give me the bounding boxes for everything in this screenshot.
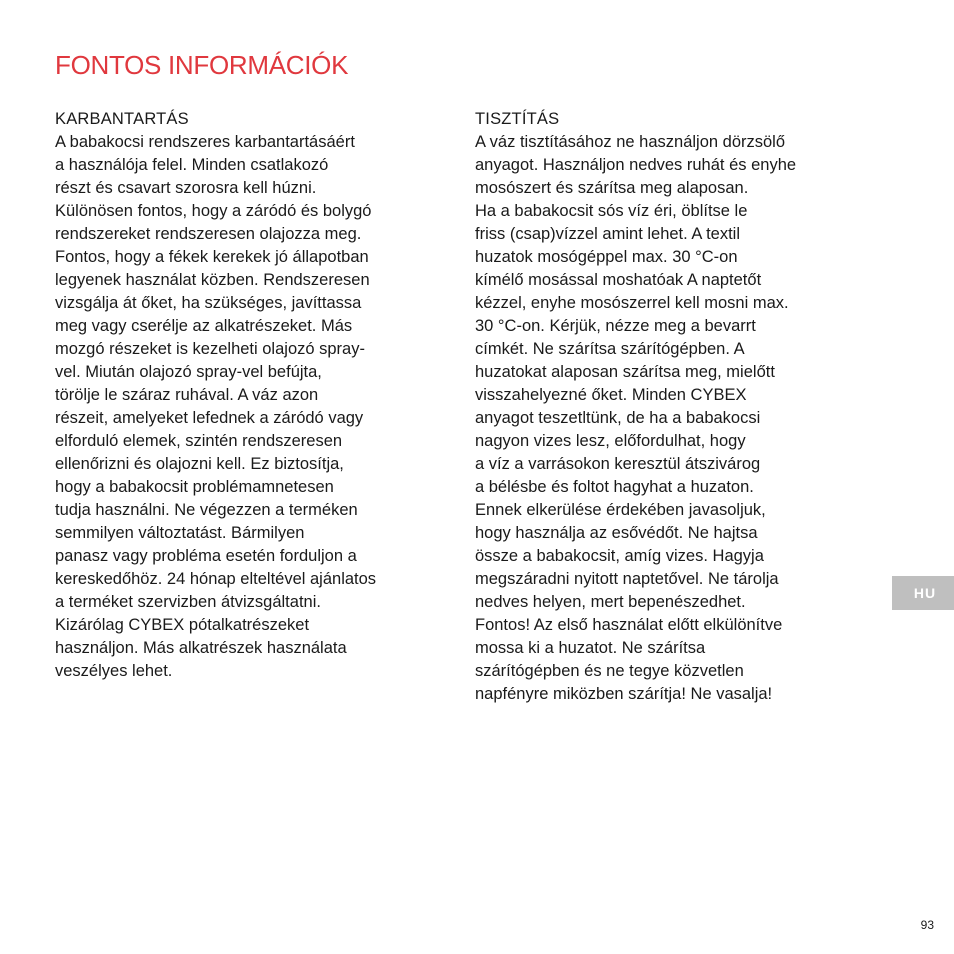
cleaning-section (475, 108, 860, 706)
maintenance-line: vel. Miután olajozó spray-vel befújta, (55, 363, 322, 381)
cleaning-line: visszahelyezné őket. Minden CYBEX (475, 386, 747, 404)
language-tab: HU (892, 576, 954, 610)
cleaning-line: kézzel, enyhe mosószerrel kell mosni max. (475, 294, 789, 312)
cleaning-line: anyagot teszetltünk, de ha a babakocsi (475, 409, 761, 427)
maintenance-line: törölje le száraz ruhával. A váz azon (55, 386, 319, 404)
cleaning-line: nagyon vizes lesz, előfordulhat, hogy (475, 432, 746, 450)
cleaning-line: nedves helyen, mert bepenészedhet. (475, 593, 746, 611)
maintenance-line: meg vagy cserélje az alkatrészeket. Más (55, 317, 353, 335)
cleaning-line: mosószert és szárítsa meg alaposan. (475, 179, 749, 197)
maintenance-line: rendszereket rendszeresen olajozza meg. (55, 225, 362, 243)
maintenance-heading: KARBANTARTÁS (55, 110, 189, 128)
maintenance-line: használjon. Más alkatrészek használata (55, 639, 347, 657)
cleaning-line: anyagot. Használjon nedves ruhát és enyhe (475, 156, 797, 174)
maintenance-line: a használója felel. Minden csatlakozó (55, 156, 329, 174)
maintenance-line: hogy a babakocsit problémamnetesen (55, 478, 334, 496)
maintenance-line: A babakocsi rendszeres karbantartásáért (55, 133, 355, 151)
maintenance-body (55, 131, 440, 683)
cleaning-line: huzatokat alaposan szárítsa meg, mielőtt (475, 363, 775, 381)
maintenance-line: elforduló elemek, szintén rendszeresen (55, 432, 343, 450)
maintenance-line: Különösen fontos, hogy a záródó és bolygó (55, 202, 372, 220)
cleaning-line: Ennek elkerülése érdekében javasoljuk, (475, 501, 766, 519)
cleaning-body (475, 131, 860, 706)
cleaning-line: össze a babakocsit, amíg vizes. Hagyja (475, 547, 764, 565)
cleaning-line: a víz a varrásokon keresztül átszivárog (475, 455, 761, 473)
cleaning-line: címkét. Ne szárítsa szárítógépben. A (475, 340, 745, 358)
maintenance-line: a terméket szervizben átvizsgáltatni. (55, 593, 321, 611)
maintenance-line: semmilyen változtatást. Bármilyen (55, 524, 305, 542)
maintenance-line: veszélyes lehet. (55, 662, 173, 680)
cleaning-line: huzatok mosógéppel max. 30 °C-on (475, 248, 738, 266)
maintenance-line: Fontos, hogy a fékek kerekek jó állapotban (55, 248, 369, 266)
page-title: FONTOS INFORMÁCIÓK (55, 50, 349, 80)
cleaning-heading: TISZTÍTÁS (475, 110, 560, 128)
cleaning-line: megszáradni nyitott naptetővel. Ne tárolja (475, 570, 779, 588)
cleaning-line: kímélő mosással moshatóak A naptetőt (475, 271, 762, 289)
cleaning-line: hogy használja az esővédőt. Ne hajtsa (475, 524, 758, 542)
maintenance-line: legyenek használat közben. Rendszeresen (55, 271, 370, 289)
page-number: 93 (920, 918, 934, 932)
cleaning-line: 30 °C-on. Kérjük, nézze meg a bevarrt (475, 317, 756, 335)
cleaning-line: a bélésbe és foltot hagyhat a huzaton. (475, 478, 754, 496)
maintenance-line: részt és csavart szorosra kell húzni. (55, 179, 317, 197)
cleaning-line: A váz tisztításához ne használjon dörzsölő (475, 133, 786, 151)
cleaning-line: napfényre miközben szárítja! Ne vasalja! (475, 685, 773, 703)
maintenance-line: panasz vagy probléma esetén forduljon a (55, 547, 357, 565)
maintenance-line: részeit, amelyeket lefednek a záródó vagy (55, 409, 364, 427)
cleaning-line: mossa ki a huzatot. Ne szárítsa (475, 639, 706, 657)
maintenance-line: Kizárólag CYBEX pótalkatrészeket (55, 616, 310, 634)
maintenance-section (55, 108, 440, 683)
maintenance-line: tudja használni. Ne végezzen a terméken (55, 501, 358, 519)
maintenance-line: kereskedőhöz. 24 hónap elteltével ajánlatos (55, 570, 377, 588)
maintenance-line: mozgó részeket is kezelheti olajozó spray- (55, 340, 365, 358)
cleaning-line: szárítógépben és ne tegye közvetlen (475, 662, 744, 680)
maintenance-line: vizsgálja át őket, ha szükséges, javíttassa (55, 294, 362, 312)
cleaning-line: friss (csap)vízzel amint lehet. A textil (475, 225, 741, 243)
maintenance-line: ellenőrizni és olajozni kell. Ez biztosítja, (55, 455, 344, 473)
cleaning-line: Fontos! Az első használat előtt elkülönítve (475, 616, 783, 634)
cleaning-line: Ha a babakocsit sós víz éri, öblítse le (475, 202, 748, 220)
